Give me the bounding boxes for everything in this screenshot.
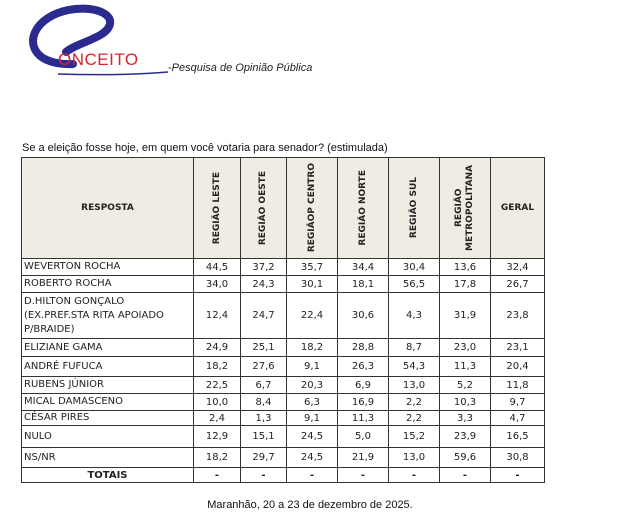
total-value: -	[440, 468, 491, 483]
column-header-label: REGIÃO METROPOLITANA	[454, 164, 475, 252]
cell-value: 24,3	[241, 276, 287, 293]
table-row	[22, 394, 545, 411]
cell-value: 17,8	[440, 276, 491, 293]
cell-value: 12,9	[194, 426, 241, 448]
column-header-label: REGIÃO OESTE	[258, 170, 268, 246]
table-row	[22, 357, 545, 377]
cell-value: 28,8	[338, 339, 389, 357]
candidate-name: WEVERTON ROCHA	[22, 259, 194, 276]
candidate-name: ANDRÉ FUFUCA	[22, 357, 194, 377]
candidate-name: RUBENS JÚNIOR	[22, 377, 194, 394]
subtitle: -Pesquisa de Opinião Pública	[168, 62, 313, 74]
cell-value: 22,4	[287, 293, 338, 339]
cell-value: 5,0	[338, 426, 389, 448]
cell-value: 10,3	[440, 394, 491, 411]
cell-value: 15,2	[389, 426, 440, 448]
table-row	[22, 339, 545, 357]
cell-value: 54,3	[389, 357, 440, 377]
column-header	[287, 158, 338, 259]
candidate-name: MICAL DAMASCENO	[22, 394, 194, 411]
cell-value: 59,6	[440, 448, 491, 468]
table-row	[22, 377, 545, 394]
cell-value: 30,6	[338, 293, 389, 339]
total-value: -	[389, 468, 440, 483]
cell-value: 1,3	[241, 411, 287, 426]
cell-value: 4,3	[389, 293, 440, 339]
candidate-name: D.HILTON GONÇALO (EX.PREF.STA RITA APOIADO P/BRAIDE)	[22, 293, 194, 339]
cell-value: 18,2	[287, 339, 338, 357]
cell-value: 12,4	[194, 293, 241, 339]
totals-row	[22, 468, 545, 483]
cell-value: 35,7	[287, 259, 338, 276]
cell-value: 9,7	[491, 394, 545, 411]
column-header	[491, 158, 545, 259]
column-header	[22, 158, 194, 259]
column-header	[389, 158, 440, 259]
cell-value: 9,1	[287, 357, 338, 377]
total-value: -	[287, 468, 338, 483]
cell-value: 3,3	[440, 411, 491, 426]
cell-value: 44,5	[194, 259, 241, 276]
cell-value: 2,4	[194, 411, 241, 426]
cell-value: 6,9	[338, 377, 389, 394]
cell-value: 23,0	[440, 339, 491, 357]
cell-value: 18,2	[194, 448, 241, 468]
cell-value: 27,6	[241, 357, 287, 377]
cell-value: 22,5	[194, 377, 241, 394]
cell-value: 18,1	[338, 276, 389, 293]
column-header-label: REGIÃO NORTE	[357, 170, 368, 246]
cell-value: 56,5	[389, 276, 440, 293]
cell-value: 31,9	[440, 293, 491, 339]
cell-value: 32,4	[491, 259, 545, 276]
column-header	[241, 158, 287, 259]
column-header-label: RESPOSTA	[81, 203, 134, 213]
table-row	[22, 293, 545, 339]
candidate-name: CÉSAR PIRES	[22, 411, 194, 426]
cell-value: 2,2	[389, 411, 440, 426]
cell-value: 5,2	[440, 377, 491, 394]
logo-text: ONCEITO	[58, 50, 139, 69]
candidate-name: ELIZIANE GAMA	[22, 339, 194, 357]
total-value: -	[338, 468, 389, 483]
cell-value: 30,8	[491, 448, 545, 468]
cell-value: 13,6	[440, 259, 491, 276]
cell-value: 24,7	[241, 293, 287, 339]
column-header-label: REGIÃO LESTE	[211, 171, 222, 245]
cell-value: 13,0	[389, 448, 440, 468]
cell-value: 9,1	[287, 411, 338, 426]
cell-value: 24,9	[194, 339, 241, 357]
cell-value: 30,1	[287, 276, 338, 293]
cell-value: 34,0	[194, 276, 241, 293]
cell-value: 10,0	[194, 394, 241, 411]
cell-value: 20,4	[491, 357, 545, 377]
cell-value: 29,7	[241, 448, 287, 468]
cell-value: 34,4	[338, 259, 389, 276]
column-header-label: REGIÃOP CENTRO	[306, 163, 317, 253]
column-header-label: REGIÃO SUL	[408, 177, 419, 239]
cell-value: 18,2	[194, 357, 241, 377]
cell-value: 11,8	[491, 377, 545, 394]
table-row	[22, 426, 545, 448]
candidate-name: NS/NR	[22, 448, 194, 468]
table-row	[22, 276, 545, 293]
cell-value: 8,7	[389, 339, 440, 357]
question-title: Se a eleição fosse hoje, em quem você votaria para senador? (estimulada)	[22, 142, 388, 154]
total-value: -	[194, 468, 241, 483]
cell-value: 8,4	[241, 394, 287, 411]
cell-value: 26,3	[338, 357, 389, 377]
table-row	[22, 259, 545, 276]
totals-label: TOTAIS	[22, 468, 194, 483]
column-header-label: GERAL	[500, 203, 535, 213]
column-header	[194, 158, 241, 259]
cell-value: 23,8	[491, 293, 545, 339]
cell-value: 16,5	[491, 426, 545, 448]
cell-value: 6,7	[241, 377, 287, 394]
total-value: -	[241, 468, 287, 483]
column-header	[338, 158, 389, 259]
candidate-name: NULO	[22, 426, 194, 448]
cell-value: 25,1	[241, 339, 287, 357]
cell-value: 24,5	[287, 426, 338, 448]
table-row	[22, 411, 545, 426]
cell-value: 37,2	[241, 259, 287, 276]
cell-value: 2,2	[389, 394, 440, 411]
cell-value: 16,9	[338, 394, 389, 411]
cell-value: 23,9	[440, 426, 491, 448]
results-table	[21, 157, 545, 483]
cell-value: 13,0	[389, 377, 440, 394]
cell-value: 20,3	[287, 377, 338, 394]
cell-value: 24,5	[287, 448, 338, 468]
table-row	[22, 448, 545, 468]
cell-value: 15,1	[241, 426, 287, 448]
total-value: -	[491, 468, 545, 483]
cell-value: 26,7	[491, 276, 545, 293]
cell-value: 6,3	[287, 394, 338, 411]
cell-value: 11,3	[338, 411, 389, 426]
cell-value: 4,7	[491, 411, 545, 426]
cell-value: 11,3	[440, 357, 491, 377]
cell-value: 23,1	[491, 339, 545, 357]
column-header	[440, 158, 491, 259]
candidate-name: ROBERTO ROCHA	[22, 276, 194, 293]
cell-value: 21,9	[338, 448, 389, 468]
cell-value: 30,4	[389, 259, 440, 276]
footer-date: Maranhão, 20 a 23 de dezembro de 2025.	[207, 499, 413, 511]
